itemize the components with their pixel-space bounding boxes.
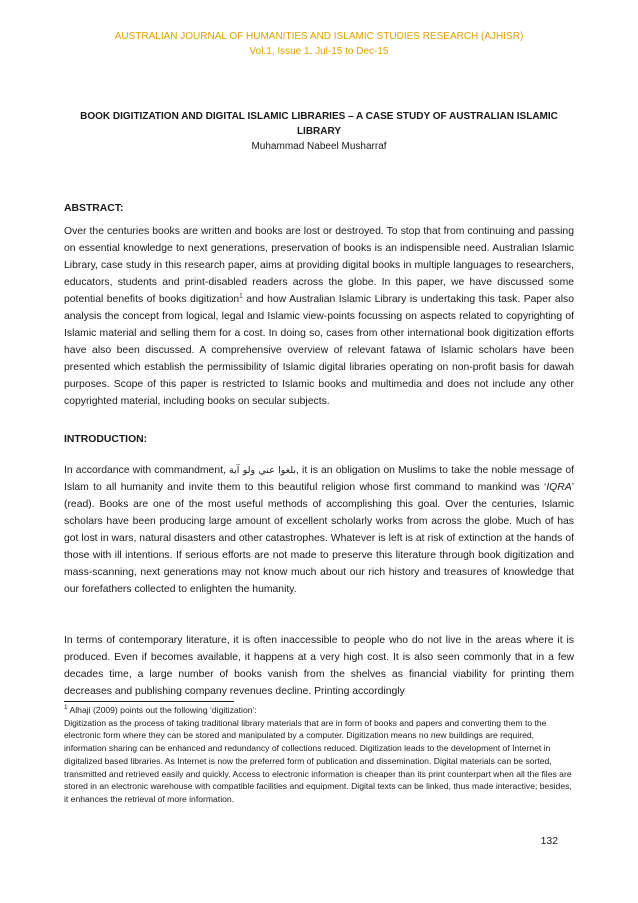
abstract-heading: ABSTRACT: — [64, 203, 124, 214]
introduction-paragraph-1 — [64, 462, 574, 598]
journal-header: AUSTRALIAN JOURNAL OF HUMANITIES AND ISLAMIC STUDIES RESEARCH (AJHISR) — [114, 31, 524, 42]
abstract-body — [64, 223, 574, 410]
intro-text-b: , it is an obligation on Muslims to take the noble message of Islam to all humanity and invite them to this beautiful religion whose first command to mankind was ‘ — [64, 465, 574, 493]
footnote-marker: 1 — [64, 704, 68, 712]
page-number: 132 — [540, 836, 558, 847]
title-block — [70, 109, 568, 154]
intro-text-c: ’ (read). Books are one of the most useful methods of accomplishing this goal. Over the centuries, Islamic scholars have been producing large amount of excellent scholarly works from across the globe. Much of has got lost in wars, natural disasters and other catastrophes. Whatever is left is at risk of extinction at the hands of those with ill intentions. If serious efforts are not made to preserve this literature through book digitization and mass-scanning, next generations may not know much about our rich history and treasures of knowledge that our forefathers collected to enlighten the humanity. — [64, 482, 574, 595]
footnote-divider — [64, 701, 234, 702]
paper-title: BOOK DIGITIZATION AND DIGITAL ISLAMIC LIBRARIES – A CASE STUDY OF AUSTRALIAN ISLAMIC LIBRARY — [80, 111, 558, 137]
issue-header: Vol.1, Issue 1, Jul-15 to Dec-15 — [249, 46, 389, 57]
introduction-paragraph-2: In terms of contemporary literature, it is often inaccessible to people who do not live in the areas where it is produced. Even if becomes available, it happens at a very high cost. It is also seen commonly that in a few decades time, a large number of books vanish from the shelves as financial viability for printing them decreases and publishing company revenues decline. Printing accordingly — [64, 635, 574, 697]
footnote-ref[interactable]: 1 — [239, 292, 243, 300]
abstract-text-a: Over the centuries books are written and books are lost or destroyed. To stop that from continuing and passing on essential knowledge to next generations, preservation of books is an indispensible need. Australian Islamic Library, case study in this research paper, aims at providing digital books in multiple languages to researchers, educators, students and print-disabled readers across the globe. In this paper, we have discussed some potential benefits of books digitization — [64, 226, 574, 305]
paper-author: Muhammad Nabeel Musharraf — [251, 141, 387, 152]
footnote-lead: Alhaji (2009) points out the following ‘digitization’: — [67, 705, 257, 715]
footnote — [64, 704, 574, 806]
arabic-phrase: بلغوا عني ولو آية — [229, 465, 297, 476]
abstract-text-b: and how Australian Islamic Library is undertaking this task. Paper also analysis the concept from logical, legal and Islamic view-points focussing on aspects related to copyrighting of Islamic material and selling them for a cost. In doing so, cases from other international book digitization efforts have also been discussed. A comprehensive overview of relevant fatawa of Islamic scholars have been presented which establish the permissibility of Islamic digital libraries operating on non-profit basis for dawah purposes. Scope of this paper is restricted to Islamic books and multimedia and does not include any other copyrighted material, including books on secular subjects. — [64, 294, 574, 407]
footnote-body: Digitization as the process of taking traditional library materials that are in form of books and papers and converting them to the electronic form where they can be stored and manipulated by a computer. Digitization means no new buildings are required, information sharing can be enhanced and redundancy of collections reduced. Digitization leads to the development of Internet in digitalized based libraries. As Internet is now the preferred form of publication and dissemination. Digital materials can be sorted, transmitted and retrieved easily and quickly. Access to electronic information is cheaper than its print counterpart when all the files are stored in an electronic warehouse with compatible facilities and equipment. Digital texts can be linked, thus made interactive; besides, it enhances the retrieval of more information. — [64, 717, 572, 804]
intro-italic: IQRA — [546, 482, 572, 493]
introduction-heading: INTRODUCTION: — [64, 434, 148, 445]
footnote-lead-line — [64, 704, 574, 717]
intro-text-a: In accordance with commandment, — [64, 465, 230, 476]
